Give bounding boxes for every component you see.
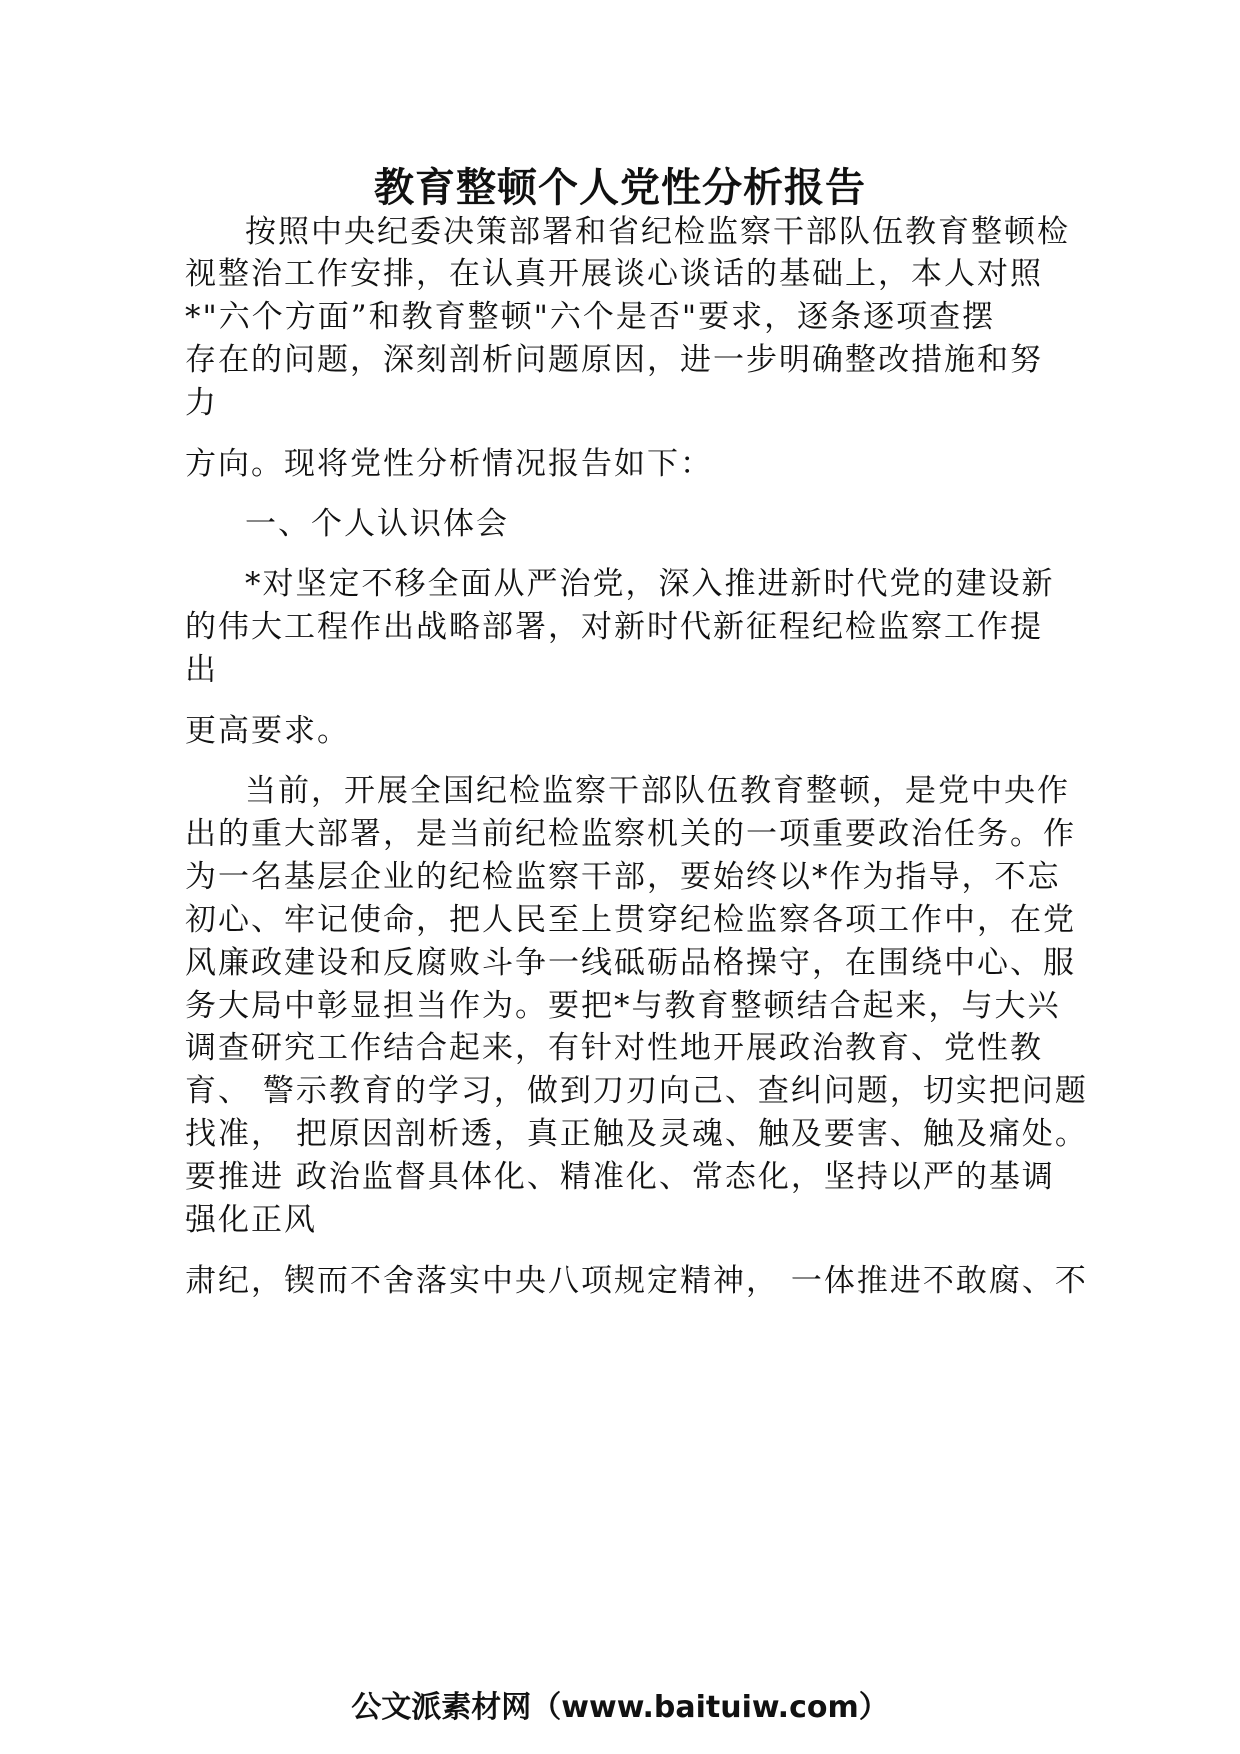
body-line: 强化正风 [185, 1202, 317, 1238]
body-line: 风廉政建设和反腐败斗争一线砥砺品格操守，在围绕中心、服 [185, 945, 1076, 981]
body-line: 要推进 政治监督具体化、精准化、常态化，坚持以严的基调 [185, 1159, 1055, 1195]
body-line: 当前，开展全国纪检监察干部队伍教育整顿，是党中央作 [245, 773, 1070, 809]
body-line: 力 [185, 385, 218, 421]
body-line: 方向。现将党性分析情况报告如下： [185, 446, 713, 482]
body-line: 初心、牢记使命，把人民至上贯穿纪检监察各项工作中，在党 [185, 902, 1076, 938]
site-watermark-footer: 公文派素材网（www.baituiw.com） [351, 1690, 889, 1725]
body-line: 更高要求。 [185, 713, 350, 749]
body-line: 视整治工作安排，在认真开展谈心谈话的基础上，本人对照 [185, 256, 1043, 292]
body-line: 育、 警示教育的学习，做到刀刃向己、查纠问题，切实把问题 [185, 1073, 1088, 1109]
body-line: 肃纪，锲而不舍落实中央八项规定精神， 一体推进不敢腐、不 [185, 1263, 1088, 1299]
body-line: 存在的问题，深刻剖析问题原因，进一步明确整改措施和努 [185, 342, 1043, 378]
body-line: 出 [185, 652, 218, 688]
body-line: 出的重大部署，是当前纪检监察机关的一项重要政治任务。作 [185, 816, 1076, 852]
body-line: *"六个方面”和教育整顿"六个是否"要求，逐条逐项查摆 [185, 299, 996, 335]
body-line: 调查研究工作结合起来，有针对性地开展政治教育、党性教 [185, 1030, 1043, 1066]
body-line: *对坚定不移全面从严治党，深入推进新时代党的建设新 [245, 566, 1055, 602]
body-line: 务大局中彰显担当作为。要把*与教育整顿结合起来，与大兴 [185, 988, 1061, 1024]
page-title: 教育整顿个人党性分析报告 [374, 165, 866, 211]
section-heading: 一、个人认识体会 [245, 506, 509, 542]
body-line: 为一名基层企业的纪检监察干部，要始终以*作为指导，不忘 [185, 859, 1061, 895]
body-line: 找准， 把原因剖析透，真正触及灵魂、触及要害、触及痛处。 [185, 1116, 1088, 1152]
body-line: 按照中央纪委决策部署和省纪检监察干部队伍教育整顿检 [245, 214, 1070, 250]
body-line: 的伟大工程作出战略部署，对新时代新征程纪检监察工作提 [185, 609, 1043, 645]
